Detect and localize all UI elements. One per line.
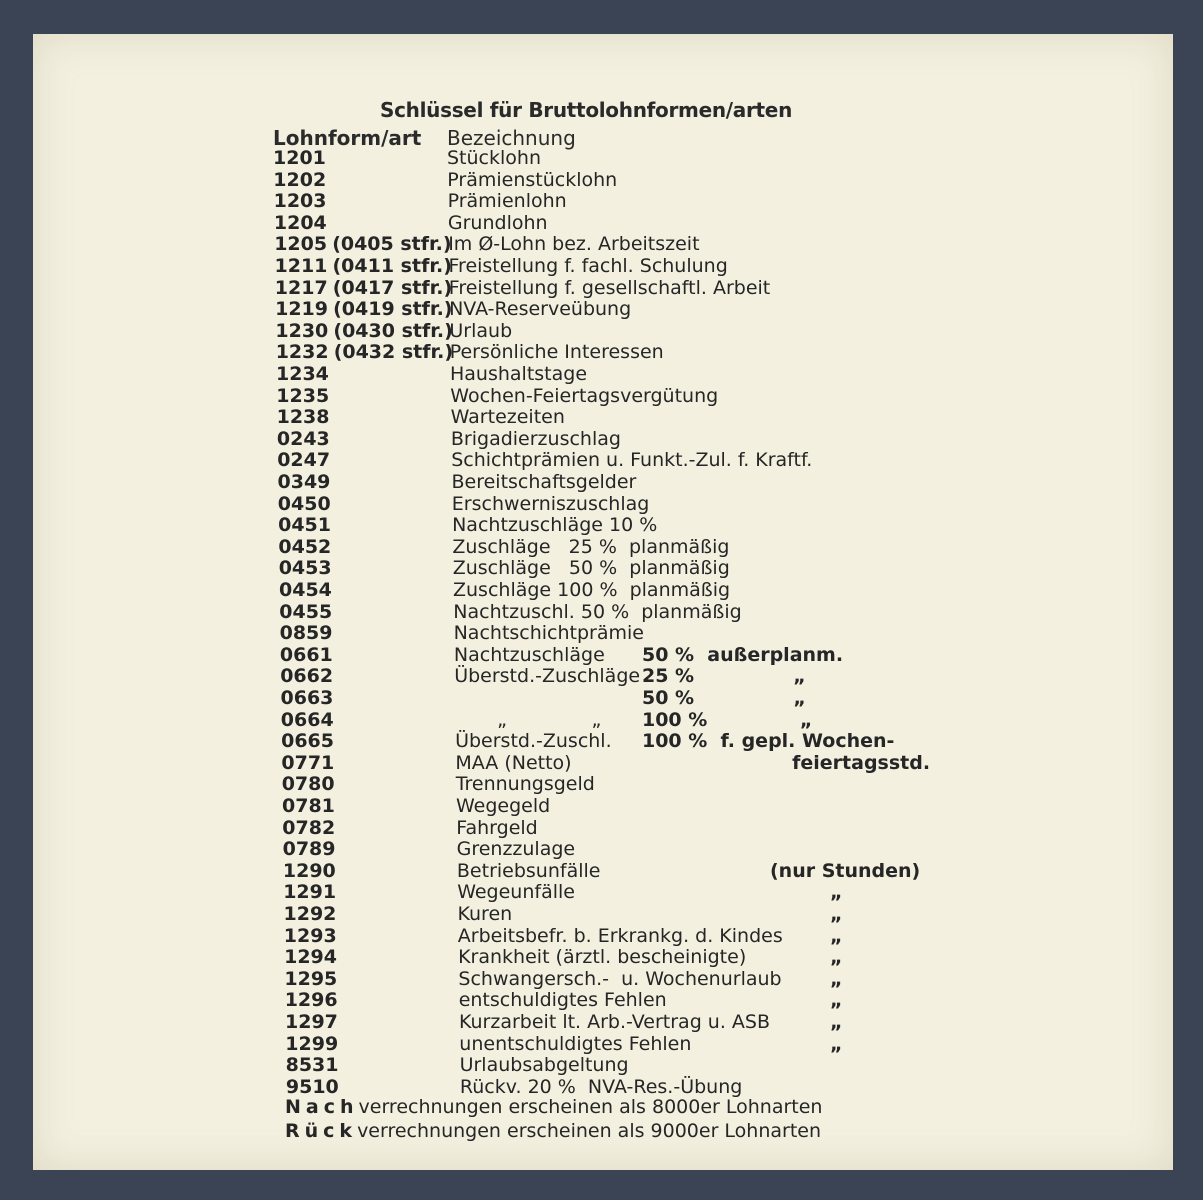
- wage-code: 1235: [276, 384, 330, 407]
- wage-code: 1295: [284, 967, 338, 990]
- wage-note: 50 % „: [642, 687, 806, 709]
- wage-code: 0781: [282, 795, 335, 817]
- wage-note: „: [829, 967, 843, 990]
- wage-code: 0782: [282, 816, 336, 839]
- wage-description: Rückv. 20 % NVA-Res.-Übung: [459, 1075, 743, 1098]
- wage-code: 1211: [274, 255, 328, 277]
- wage-description: Prämienlohn: [447, 190, 567, 213]
- wage-description: NVA-Reserveübung: [449, 298, 632, 321]
- wage-description: Freistellung f. fachl. Schulung: [448, 255, 728, 277]
- wage-description: Bereitschaftsgelder: [451, 471, 637, 493]
- wage-description: Wartezeiten: [450, 406, 565, 429]
- wage-code: 0455: [279, 600, 333, 623]
- wage-description: Urlaub: [449, 319, 513, 342]
- wage-description: Zuschläge 50 % planmäßig: [452, 557, 730, 580]
- wage-description: Nachtzuschläge 10 %: [452, 514, 658, 537]
- wage-description: Erschwerniszuschlag: [451, 492, 650, 515]
- wage-code: 0662: [280, 665, 334, 688]
- wage-description: Überstd.-Zuschläge: [454, 665, 641, 688]
- column-header-description: Bezeichnung: [447, 126, 576, 150]
- wage-description: Persönliche Interessen: [449, 341, 664, 364]
- wage-code: 1292: [283, 903, 337, 925]
- wage-code: 1205: [274, 233, 328, 256]
- wage-code: 1299: [285, 1032, 339, 1055]
- footer-text: verrechnungen erscheinen als 9000er Lohnarten: [357, 1120, 822, 1142]
- wage-code: 0859: [279, 622, 333, 645]
- wage-code: 1203: [273, 190, 327, 213]
- wage-note: „: [829, 989, 843, 1012]
- wage-note: „: [830, 1011, 843, 1033]
- wage-description: Urlaubsabgeltung: [459, 1054, 629, 1077]
- footer-lead: Rück: [285, 1120, 358, 1142]
- wage-code: 1291: [283, 881, 337, 904]
- tax-free-code: (0405 stfr.): [332, 233, 452, 256]
- tax-free-code: (0419 stfr.): [333, 298, 453, 321]
- footer-line: [285, 1096, 822, 1118]
- column-header-code: Lohnform/art: [273, 126, 422, 150]
- wage-note: 25 % „: [641, 665, 806, 688]
- wage-description: Wegeunfälle: [457, 881, 575, 904]
- wage-description: Grundlohn: [447, 211, 548, 234]
- tax-free-code: (0430 stfr.): [333, 319, 453, 342]
- wage-description: Haushaltstage: [450, 363, 588, 385]
- wage-note: (nur Stunden): [769, 859, 921, 882]
- wage-code: 1219: [275, 298, 328, 321]
- wage-code: 0665: [281, 730, 334, 753]
- wage-note: „: [829, 924, 843, 947]
- wage-code: 1296: [284, 989, 338, 1012]
- wage-description: Schichtprämien u. Funkt.-Zul. f. Kraftf.: [451, 449, 813, 472]
- wage-code: 1293: [283, 924, 337, 947]
- wage-code: 1217: [274, 276, 328, 299]
- wage-description: Zuschläge 25 % planmäßig: [452, 535, 730, 558]
- wage-code: 1204: [273, 211, 327, 234]
- wage-code: 0661: [279, 643, 333, 666]
- wage-description: Trennungsgeld: [455, 773, 595, 796]
- wage-description: Krankheit (ärztl. bescheinigte): [458, 946, 747, 969]
- wage-code: 1201: [273, 147, 326, 169]
- wage-description: Schwangersch.- u. Wochenurlaub: [458, 967, 782, 990]
- document-title: Schlüssel für Bruttolohnformen/arten: [380, 98, 793, 122]
- wage-code: 0452: [278, 535, 332, 558]
- wage-description: unentschuldigtes Fehlen: [459, 1032, 692, 1055]
- wage-note: „: [829, 1032, 843, 1055]
- wage-code: 0451: [278, 514, 331, 537]
- wage-code: 1230: [275, 319, 329, 342]
- wage-code: 0247: [277, 449, 331, 472]
- wage-code: 0450: [277, 492, 331, 515]
- wage-code: 0243: [276, 427, 330, 450]
- footer-text: verrechnungen erscheinen als 8000er Lohnarten: [358, 1096, 823, 1118]
- wage-note: feiertagsstd.: [639, 751, 931, 774]
- wage-note: 50 % außerplanm.: [641, 643, 844, 666]
- wage-code: 0454: [279, 579, 332, 601]
- wage-code: 0453: [278, 557, 332, 580]
- wage-code: 1294: [284, 946, 337, 969]
- wage-description: Überstd.-Zuschl.: [455, 730, 612, 753]
- wage-code: 0771: [281, 751, 335, 774]
- wage-description: entschuldigtes Fehlen: [458, 989, 667, 1012]
- wage-note: 100 % f. gepl. Wochen-: [641, 730, 895, 753]
- footer-lead: Nach: [285, 1096, 359, 1118]
- tax-free-code: (0432 stfr.): [333, 341, 454, 364]
- wage-note: „: [829, 946, 843, 969]
- wage-description: Brigadierzuschlag: [450, 427, 621, 450]
- wage-description: Prämienstücklohn: [447, 168, 618, 191]
- wage-code: 0663: [280, 687, 334, 709]
- wage-description: Fahrgeld: [456, 816, 538, 839]
- wage-code: 0780: [281, 773, 335, 796]
- wage-description: „ „: [454, 708, 602, 731]
- wage-code: 1238: [276, 406, 330, 429]
- wage-description: Im Ø-Lohn bez. Arbeitszeit: [448, 233, 700, 256]
- wage-note: „: [830, 903, 843, 925]
- wage-code: 0789: [282, 838, 336, 861]
- wage-code: 0664: [280, 708, 334, 731]
- wage-description: Betriebsunfälle: [456, 859, 601, 882]
- wage-note: „: [829, 881, 843, 904]
- tax-free-code: (0411 stfr.): [332, 255, 452, 277]
- wage-code: 1232: [275, 341, 329, 364]
- wage-note: 100 % „: [641, 708, 813, 731]
- wage-description: Wochen-Feiertagsvergütung: [450, 384, 719, 407]
- tax-free-code: (0417 stfr.): [332, 276, 453, 299]
- wage-code: 9510: [285, 1075, 339, 1098]
- wage-description: Kuren: [457, 903, 513, 925]
- wage-code: 1297: [285, 1011, 338, 1033]
- wage-code: 0349: [277, 471, 331, 493]
- wage-description: Stücklohn: [447, 147, 541, 169]
- wage-description: Nachtzuschläge: [453, 643, 605, 666]
- wage-code: 1234: [276, 363, 329, 385]
- wage-description: MAA (Netto): [455, 751, 572, 774]
- wage-code: 1202: [273, 168, 327, 191]
- wage-description: Grenzzulage: [456, 838, 576, 861]
- wage-description: Zuschläge 100 % planmäßig: [453, 579, 731, 601]
- wage-description: Arbeitsbefr. b. Erkrankg. d. Kindes: [457, 924, 783, 947]
- wage-description: Kurzarbeit lt. Arb.-Vertrag u. ASB: [459, 1011, 771, 1033]
- wage-code: 8531: [285, 1054, 339, 1077]
- wage-description: Freistellung f. gesellschaftl. Arbeit: [448, 276, 771, 299]
- wage-description: Nachtschichtprämie: [453, 622, 644, 645]
- wage-description: Wegegeld: [456, 795, 551, 817]
- wage-description: Nachtzuschl. 50 % planmäßig: [453, 600, 742, 623]
- footer-line: [285, 1120, 821, 1142]
- wage-code: 1290: [282, 859, 336, 882]
